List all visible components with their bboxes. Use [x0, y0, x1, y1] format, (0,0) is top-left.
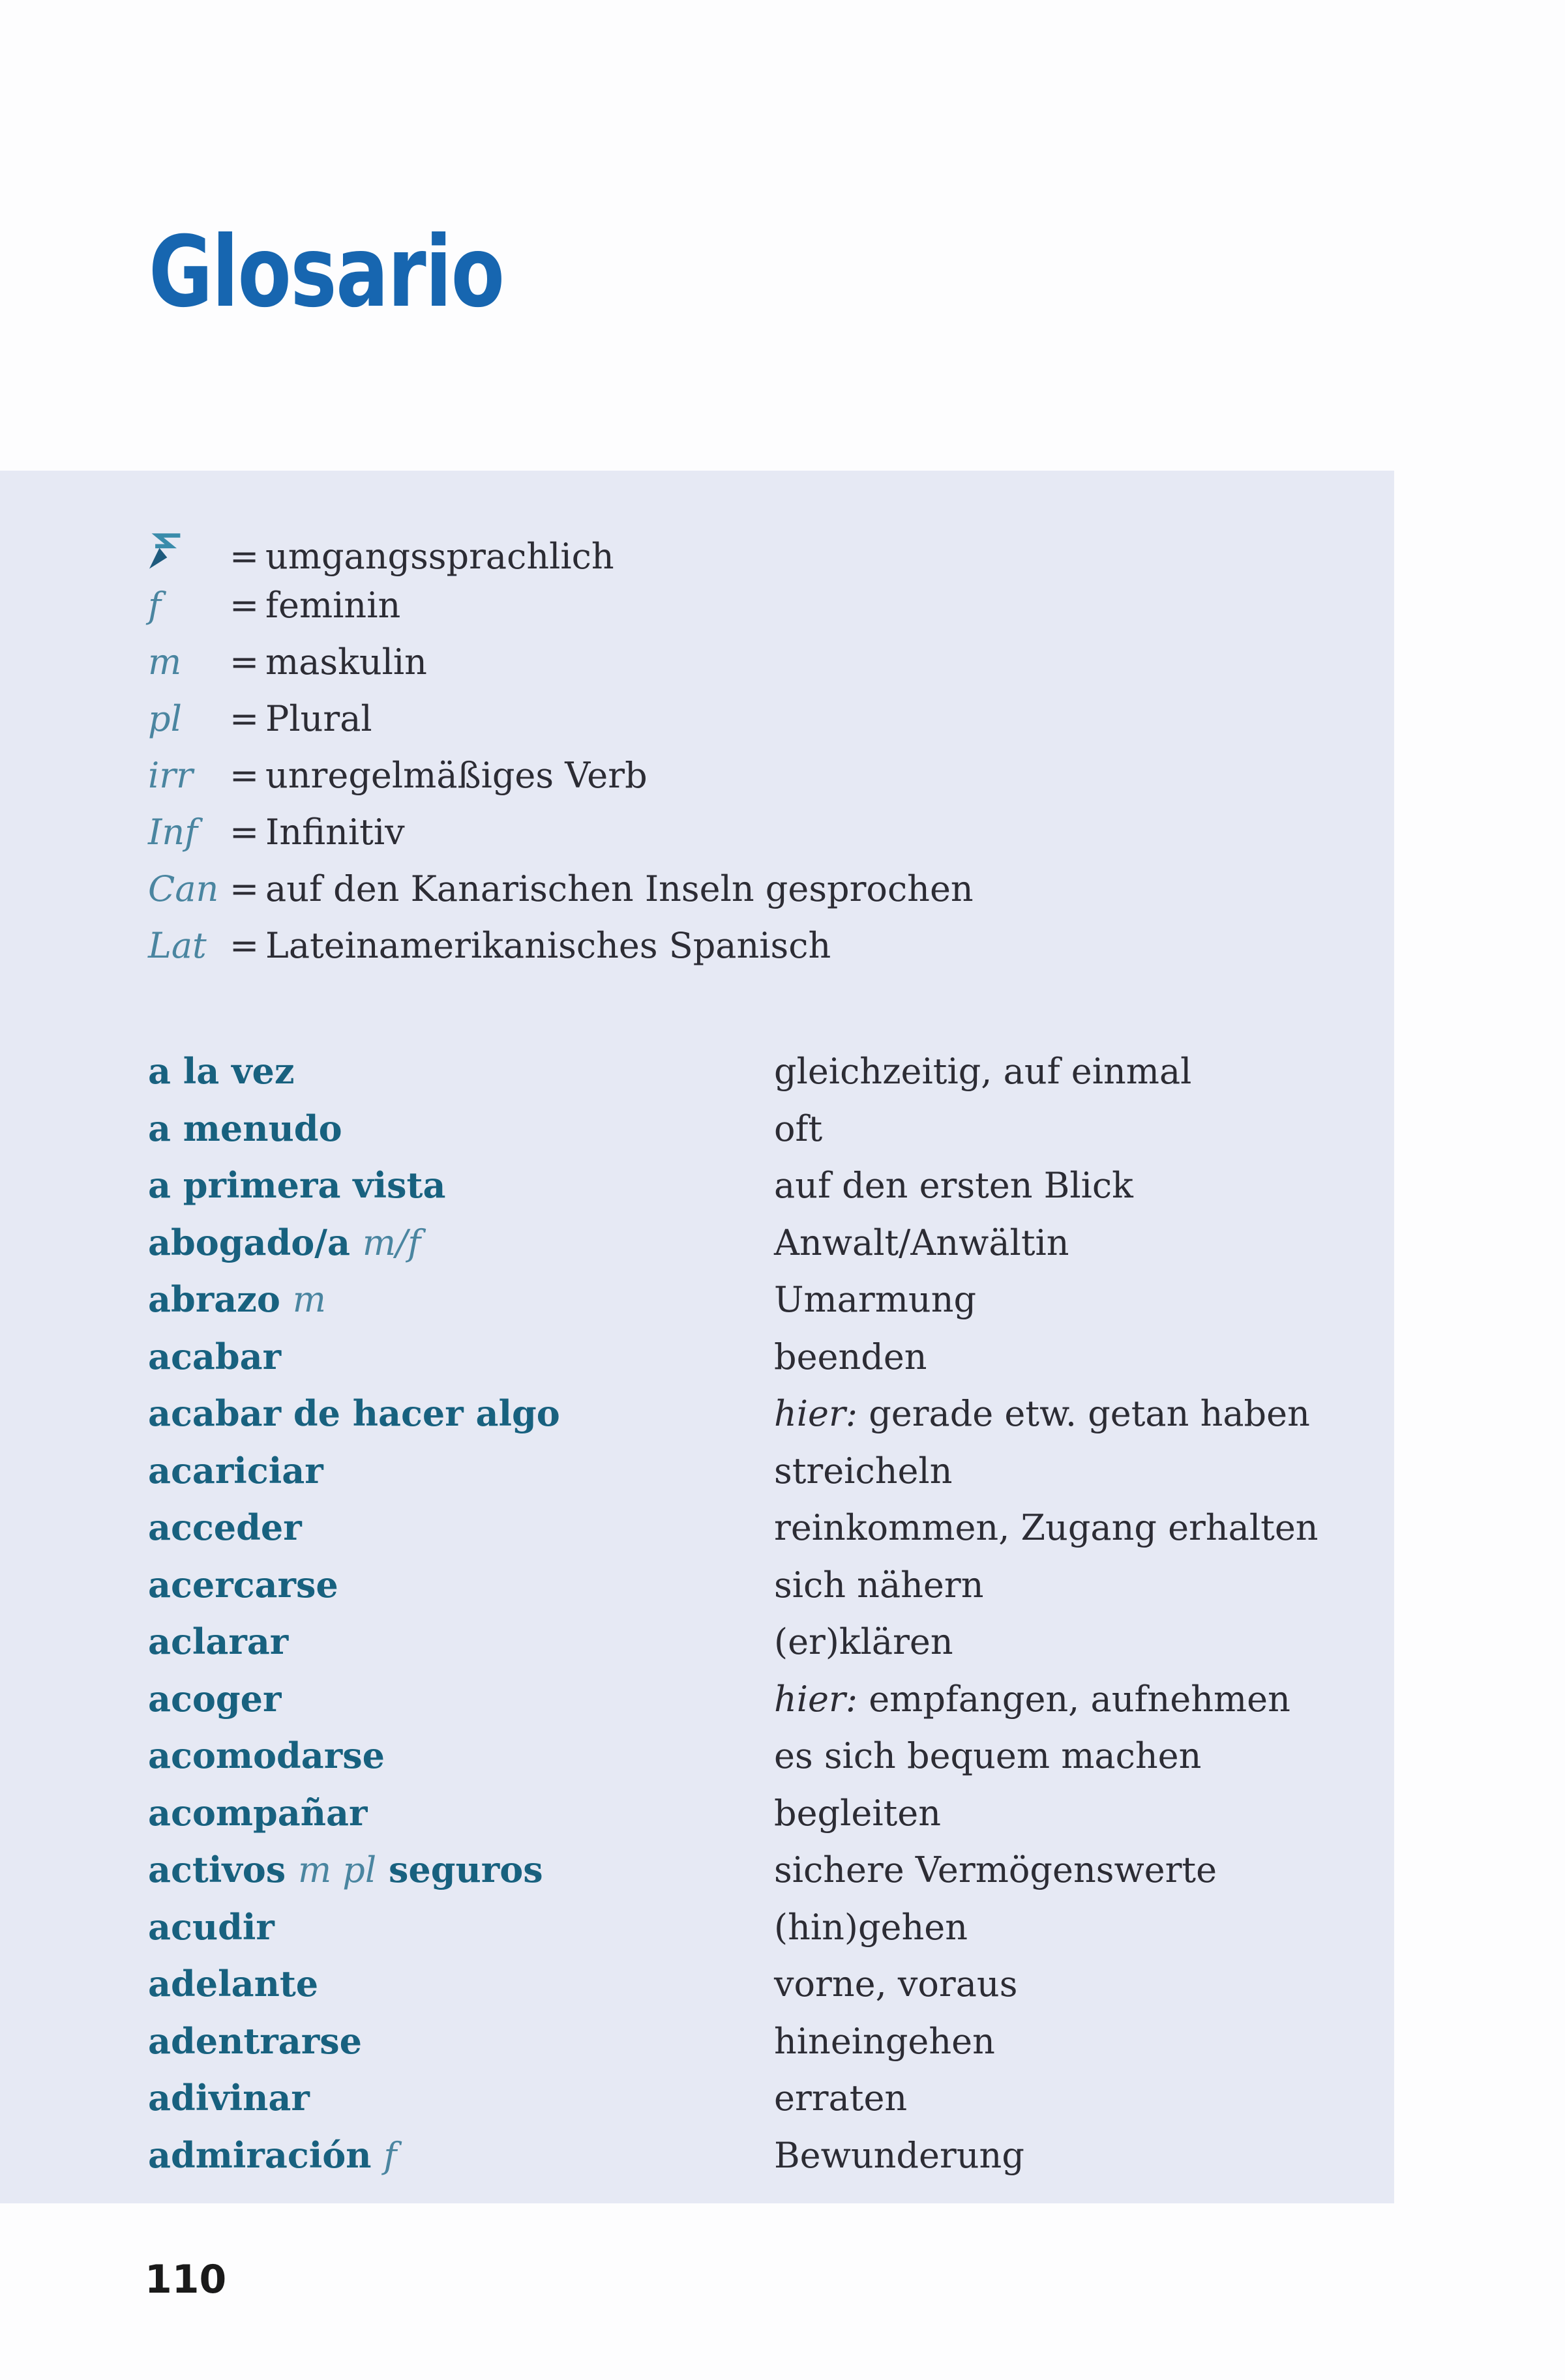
glossary-entry-row: [148, 2020, 1394, 2078]
spanish-term: [148, 2077, 774, 2119]
german-translation: [774, 1963, 1017, 2005]
text-part: oft: [774, 1108, 823, 1149]
spanish-term: [148, 1849, 774, 1890]
german-translation: [774, 1336, 927, 1377]
text-part: seguros: [388, 1849, 543, 1890]
spanish-term: [148, 1108, 774, 1149]
text-part: a la vez: [148, 1050, 295, 1092]
legend-row: [148, 755, 1394, 812]
german-translation: [774, 1907, 968, 1948]
text-part: Umarmung: [774, 1279, 977, 1320]
legend-list: [148, 528, 1394, 982]
spanish-term: [148, 1564, 774, 1606]
glossary-entry-row: [148, 1108, 1394, 1165]
legend-symbol: Lat: [148, 925, 207, 966]
equals-sign: =: [230, 755, 260, 796]
german-translation: [774, 1165, 1133, 1206]
spanish-term: [148, 1050, 774, 1092]
text-part: Bewunderung: [774, 2134, 1024, 2176]
legend-meaning: unregelmäßiges Verb: [265, 755, 648, 796]
german-translation: [774, 1735, 1201, 1776]
spanish-term: [148, 1735, 774, 1776]
german-translation: [774, 1450, 952, 1491]
spanish-term: [148, 1278, 774, 1320]
text-part: beenden: [774, 1336, 927, 1377]
text-part: hineingehen: [774, 2020, 995, 2062]
spanish-term: [148, 1792, 774, 1834]
legend-row: [148, 528, 1394, 585]
glossary-entry-row: [148, 1906, 1394, 1963]
glossary-entry-row: [148, 2134, 1394, 2192]
german-translation: [774, 2021, 995, 2062]
legend-row: [148, 585, 1394, 641]
legend-meaning: umgangssprachlich: [265, 536, 614, 577]
german-translation: [774, 1279, 976, 1320]
glossary-entries: [148, 1050, 1394, 2191]
spanish-term: [148, 1450, 774, 1491]
text-part: adivinar: [148, 2077, 310, 2119]
gender-abbreviation: f: [383, 2134, 397, 2176]
legend-symbol: pl: [148, 698, 182, 739]
legend-symbol: Can: [148, 868, 219, 909]
spanish-term: [148, 1678, 774, 1720]
spanish-term: [148, 1621, 774, 1662]
text-part: empfangen, aufnehmen: [869, 1678, 1290, 1720]
text-part: activos: [148, 1849, 286, 1890]
text-part: adentrarse: [148, 2020, 362, 2062]
equals-sign: =: [230, 536, 260, 577]
text-part: acariciar: [148, 1449, 323, 1491]
legend-row: [148, 812, 1394, 868]
text-part: gleichzeitig, auf einmal: [774, 1051, 1192, 1092]
glossary-entry-row: [148, 1222, 1394, 1279]
equals-sign: =: [230, 585, 260, 626]
gender-abbreviation: m/f: [362, 1222, 421, 1263]
german-translation: [774, 1849, 1217, 1890]
text-part: vorne, voraus: [774, 1963, 1018, 2005]
glossary-entry-row: [148, 2077, 1394, 2134]
german-translation: [774, 1507, 1319, 1548]
german-translation: [774, 1793, 941, 1834]
page-number: 110: [145, 2257, 227, 2302]
glossary-entry-row: [148, 1278, 1394, 1336]
text-part: adelante: [148, 1963, 319, 2005]
glossary-entry-row: [148, 1564, 1394, 1621]
text-part: acomodarse: [148, 1735, 385, 1776]
text-part: Anwalt/Anwältin: [774, 1222, 1069, 1263]
legend-row: [148, 868, 1394, 925]
gender-abbreviation: m: [292, 1279, 326, 1320]
text-part: sichere Vermögenswerte: [774, 1849, 1217, 1890]
german-translation: [774, 1108, 822, 1149]
text-part: es sich bequem machen: [774, 1735, 1202, 1776]
legend-row: [148, 698, 1394, 755]
german-translation: [774, 2078, 907, 2119]
legend-symbol: irr: [148, 755, 193, 796]
german-translation: [774, 1051, 1191, 1092]
german-translation: [774, 1393, 1310, 1434]
text-part: sich nähern: [774, 1564, 984, 1606]
text-part: acabar: [148, 1335, 282, 1377]
text-part: acudir: [148, 1905, 275, 1948]
text-part: abogado/a: [148, 1221, 350, 1263]
spanish-term: [148, 2134, 774, 2176]
spanish-term: [148, 1336, 774, 1377]
glossary-entry-row: [148, 1792, 1394, 1849]
legend-meaning: auf den Kanarischen Inseln gesprochen: [265, 868, 974, 909]
glossary-entry-row: [148, 1963, 1394, 2020]
text-part: acceder: [148, 1506, 302, 1548]
glossary-entry-row: [148, 1050, 1394, 1108]
text-part: admiración: [148, 2134, 372, 2176]
spanish-term: [148, 1164, 774, 1206]
german-translation: [774, 1222, 1069, 1263]
legend-meaning: feminin: [265, 585, 401, 626]
gender-abbreviation: m pl: [297, 1849, 377, 1890]
text-part: abrazo: [148, 1278, 280, 1320]
glossary-panel: [0, 471, 1394, 2203]
text-part: (hin)gehen: [774, 1906, 968, 1948]
spanish-term: [148, 1392, 774, 1434]
text-part: begleiten: [774, 1792, 942, 1834]
spanish-term: [148, 1906, 774, 1948]
text-part: auf den ersten Blick: [774, 1165, 1133, 1206]
glossary-entry-row: [148, 1735, 1394, 1792]
glossary-entry-row: [148, 1336, 1394, 1393]
german-translation: [774, 2135, 1024, 2176]
glossary-entry-row: [148, 1392, 1394, 1450]
spanish-term: [148, 2020, 774, 2062]
glossary-entry-row: [148, 1164, 1394, 1222]
glossary-entry-row: [148, 1849, 1394, 1906]
equals-sign: =: [230, 925, 260, 966]
equals-sign: =: [230, 812, 260, 853]
legend-symbol: m: [148, 641, 182, 683]
translation-qualifier: hier:: [774, 1678, 858, 1720]
legend-row: [148, 641, 1394, 698]
german-translation: [774, 1621, 953, 1662]
legend-symbol: Inf: [148, 812, 198, 853]
text-part: streicheln: [774, 1450, 953, 1491]
text-part: acoger: [148, 1677, 282, 1720]
spanish-term: [148, 1222, 774, 1263]
legend-symbol: f: [148, 585, 161, 626]
equals-sign: =: [230, 698, 260, 739]
legend-row: [148, 925, 1394, 982]
spanish-term: [148, 1963, 774, 2005]
translation-qualifier: hier:: [774, 1393, 858, 1434]
text-part: gerade etw. getan haben: [869, 1393, 1310, 1434]
text-part: acercarse: [148, 1563, 338, 1606]
german-translation: [774, 1679, 1290, 1720]
legend-meaning: Lateinamerikanisches Spanisch: [265, 925, 831, 966]
text-part: a primera vista: [148, 1164, 446, 1206]
glossary-entry-row: [148, 1621, 1394, 1678]
text-part: a menudo: [148, 1107, 342, 1149]
german-translation: [774, 1565, 983, 1606]
text-part: acompañar: [148, 1791, 368, 1834]
page-title: Glosario: [149, 215, 504, 329]
legend-meaning: Infinitiv: [265, 812, 405, 853]
equals-sign: =: [230, 868, 260, 909]
lightning-icon: [148, 532, 184, 572]
glossary-entry-row: [148, 1506, 1394, 1564]
legend-meaning: maskulin: [265, 641, 427, 683]
text-part: (er)klären: [774, 1621, 953, 1662]
glossary-entry-row: [148, 1678, 1394, 1735]
legend-symbol: [148, 528, 230, 577]
glossary-entry-row: [148, 1450, 1394, 1507]
equals-sign: =: [230, 641, 260, 683]
spanish-term: [148, 1506, 774, 1548]
text-part: acabar de hacer algo: [148, 1392, 560, 1434]
text-part: aclarar: [148, 1621, 289, 1662]
text-part: erraten: [774, 2078, 908, 2119]
legend-meaning: Plural: [265, 698, 372, 739]
text-part: reinkommen, Zugang erhalten: [774, 1507, 1319, 1548]
